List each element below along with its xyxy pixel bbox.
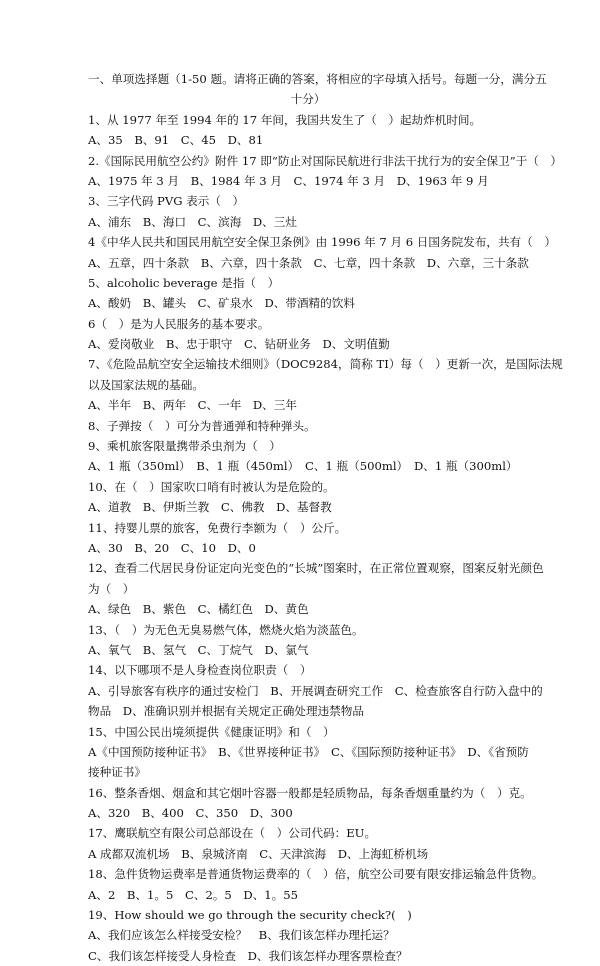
question-14-options: A、引导旅客有秩序的通过安检门 B、开展调查研究工作 C、检查旅客自行防入盘中的 bbox=[88, 683, 543, 698]
question-10-options: A、道教 B、伊斯兰教 C、佛教 D、基督教 bbox=[88, 500, 332, 515]
question-2: 2.《国际民用航空公约》附件 17 即“防止对国际民航进行非法干扰行为的安全保卫”于（ ） bbox=[88, 153, 563, 168]
question-2-options: A、1975 年 3 月 B、1984 年 3 月 C、1974 年 3 月 D、1963 年 9 月 bbox=[88, 173, 489, 188]
question-15: 15、中国公民出境须提供《健康证明》和（ ） bbox=[88, 724, 335, 739]
question-9-options: A、1 瓶（350ml） B、1 瓶（450ml） C、1 瓶（500ml） D、1 瓶（300ml） bbox=[88, 459, 518, 474]
question-11: 11、持婴儿票的旅客，免费行李额为（ ）公斤。 bbox=[88, 520, 347, 535]
question-12-options: A、绿色 B、紫色 C、橘红色 D、黄色 bbox=[88, 602, 309, 617]
question-12: 12、查看二代居民身份证定向光变色的“长城”图案时，在正常位置观察，图案反射光颜色 bbox=[88, 561, 544, 576]
section-heading-cont: 十分） bbox=[290, 92, 326, 107]
question-14-options-cont: 物品 D、准确识别并根据有关规定正确处理违禁物品 bbox=[88, 704, 364, 719]
question-10: 10、在（ ）国家吹口哨有时被认为是危险的。 bbox=[88, 479, 335, 494]
question-7: 7、《危险品航空安全运输技术细则》（DOC9284，简称 TI）每（ ）更新一次，是国际法规 bbox=[88, 357, 563, 372]
question-4: 4《中华人民共和国民用航空安全保卫条例》由 1996 年 7 月 6 日国务院发布，共有（ ） bbox=[88, 235, 556, 250]
question-list bbox=[88, 69, 563, 966]
question-6-options: A、爱岗敬业 B、忠于职守 C、钻研业务 D、文明值勤 bbox=[88, 337, 390, 352]
question-17: 17、鹰联航空有限公司总部设在（ ）公司代码：EU。 bbox=[88, 826, 377, 841]
question-3-options: A、浦东 B、海口 C、滨海 D、三灶 bbox=[88, 214, 297, 229]
question-5: 5、alcoholic beverage 是指（ ） bbox=[88, 275, 280, 290]
question-12-cont: 为（ ） bbox=[88, 581, 135, 596]
question-7-cont: 以及国家法规的基础。 bbox=[88, 377, 204, 392]
question-7-options: A、半年 B、两年 C、一年 D、三年 bbox=[88, 398, 297, 413]
question-1-options: A、35 B、91 C、45 D、81 bbox=[88, 133, 264, 148]
question-14: 14、以下哪项不是人身检查岗位职责（ ） bbox=[88, 663, 312, 678]
question-19: 19、How should we go through the security check?( ) bbox=[88, 908, 412, 923]
question-13-options: A、氧气 B、氢气 C、丁烷气 D、氯气 bbox=[88, 642, 309, 657]
section-heading: 一、单项选择题（1-50 题。请将正确的答案，将相应的字母填入括号。每题一分，满分五 bbox=[88, 72, 547, 86]
question-5-options: A、酸奶 B、罐头 C、矿泉水 D、带酒精的饮料 bbox=[88, 296, 355, 311]
question-8: 8、子弹按（ ）可分为普通弹和特种弹头。 bbox=[88, 418, 316, 433]
question-15-options: A《中国预防接种证书》 B、《世界接种证书》 C、《国际预防接种证书》 D、《省预防 bbox=[88, 744, 529, 759]
question-15-options-cont: 接种证书》 bbox=[88, 765, 146, 780]
question-18-options: A、2 B、1。5 C、2。5 D、1。55 bbox=[88, 887, 299, 902]
question-19-options-cont: C、我们该怎样接受人身检查 D、我们该怎样办理客票检查？ bbox=[88, 948, 408, 963]
question-19-options: A、我们应该怎么样接受安检？ B、我们该怎样办理托运？ bbox=[88, 928, 395, 943]
question-11-options: A、30 B、20 C、10 D、0 bbox=[88, 540, 256, 555]
question-18: 18、急件货物运费率是普通货物运费率的（ ）倍，航空公司要有限安排运输急件货物。 bbox=[88, 867, 544, 882]
question-9: 9、乘机旅客限量携带杀虫剂为（ ） bbox=[88, 439, 281, 454]
question-4-options: A、五章，四十条款 B、六章，四十条款 C、七章，四十条款 D、六章，三十条款 bbox=[88, 255, 529, 270]
question-16: 16、整条香烟、烟盒和其它烟叶容器一般都是轻质物品，每条香烟重量约为（ ）克。 bbox=[88, 785, 532, 800]
question-1: 1、从 1977 年至 1994 年的 17 年间，我国共发生了（ ）起劫炸机时间。 bbox=[88, 112, 482, 127]
question-13: 13、（ ）为无色无臭易燃气体，燃烧火焰为淡蓝色。 bbox=[88, 622, 364, 637]
question-6: 6（ ）是为人民服务的基本要求。 bbox=[88, 316, 270, 331]
question-16-options: A、320 B、400 C、350 D、300 bbox=[88, 806, 293, 821]
question-3: 3、三字代码 PVG 表示（ ） bbox=[88, 194, 245, 209]
question-17-options: A 成都双流机场 B、泉城济南 C、天津滨海 D、上海虹桥机场 bbox=[88, 846, 429, 861]
